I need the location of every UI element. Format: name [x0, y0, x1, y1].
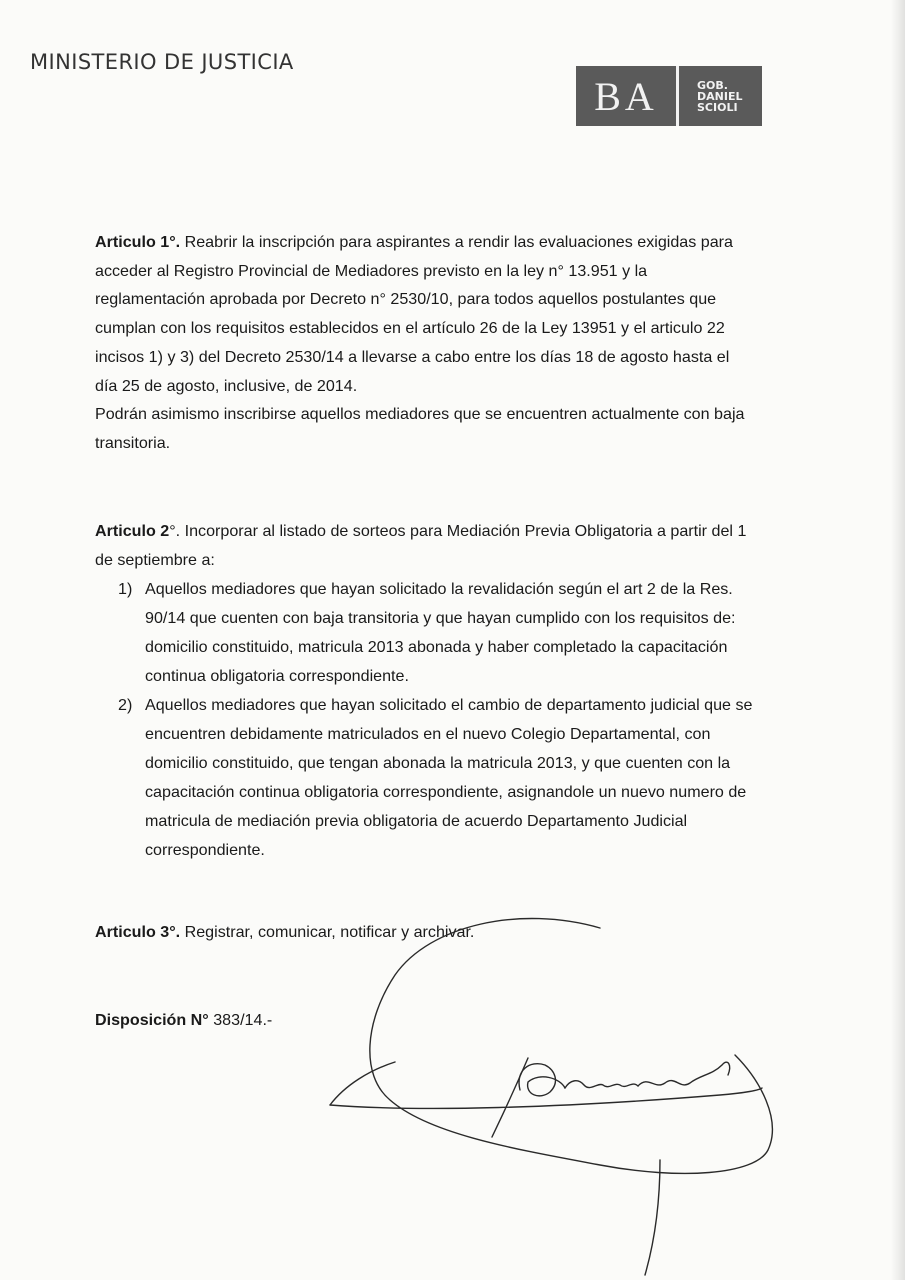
article-1-text-2: Podrán asimismo inscribirse aquellos mediadores que se encuentren actualmente con baja transitoria.: [95, 405, 745, 452]
article-1-label: Articulo 1°.: [95, 233, 181, 251]
disposition-value: 383/14.-: [208, 1011, 273, 1029]
logo-governor-text: [679, 66, 762, 126]
article-3-text: Registrar, comunicar, notificar y archivar.: [180, 923, 475, 941]
ministry-heading: MINISTERIO DE JUSTICIA: [30, 50, 294, 74]
list-item-text: Aquellos mediadores que hayan solicitado el cambio de departamento judicial que se encuentren debidamente matriculados en el nuevo Colegio Departamental, con domicilio constituido, que tengan abonada la matricula 2013, y que cuenten con la capacitación continua obligatoria correspondiente, asignandole un nuevo numero de matricula de mediación previa obligatoria de acuerdo Departamento Judicial correspondiente.: [145, 696, 753, 859]
list-item: [95, 575, 755, 691]
article-2-text: Incorporar al listado de sorteos para Mediación Previa Obligatoria a partir del 1 de septiembre a:: [95, 522, 747, 569]
article-2-label-suffix: °.: [169, 522, 181, 540]
list-item: [95, 691, 755, 865]
article-2: [95, 517, 755, 574]
article-2-label: Articulo 2: [95, 522, 170, 540]
article-2-list: [95, 575, 755, 865]
ba-logo: [576, 66, 762, 126]
disposition-label: Disposición N°: [95, 1011, 209, 1029]
logo-line-3: SCIOLI: [697, 100, 738, 114]
logo-line-2: DANIEL: [697, 89, 743, 103]
logo-line-1: GOB.: [697, 78, 728, 92]
page-edge-shadow: [891, 0, 905, 1280]
list-item-number: 2): [118, 696, 133, 714]
logo-ba-mark: BA: [594, 73, 658, 119]
article-3: [95, 918, 755, 947]
article-3-label: Articulo 3°.: [95, 923, 181, 941]
disposition-number: [95, 1006, 755, 1035]
list-item-text: Aquellos mediadores que hayan solicitado la revalidación según el art 2 de la Res. 90/14 que cuenten con baja transitoria y que hayan cumplido con los requisitos de: domicilio constituido, matricula 2013 abonada y haber completado la capacitación continua obligatoria correspondiente.: [145, 580, 736, 685]
article-1: [95, 228, 755, 458]
list-item-number: 1): [118, 580, 133, 598]
article-1-text: Reabrir la inscripción para aspirantes a rendir las evaluaciones exigidas para acceder al Registro Provincial de Mediadores previsto en la ley n° 13.951 y la reglamentación aprobada por Decreto n° 2530/10, para todos aquellos postulantes que cumplan con los requisitos establecidos en el artículo 26 de la Ley 13951 y el articulo 22 incisos 1) y 3) del Decreto 2530/14 a llevarse a cabo entre los días 18 de agosto hasta el día 25 de agosto, inclusive, de 2014.: [95, 233, 733, 395]
